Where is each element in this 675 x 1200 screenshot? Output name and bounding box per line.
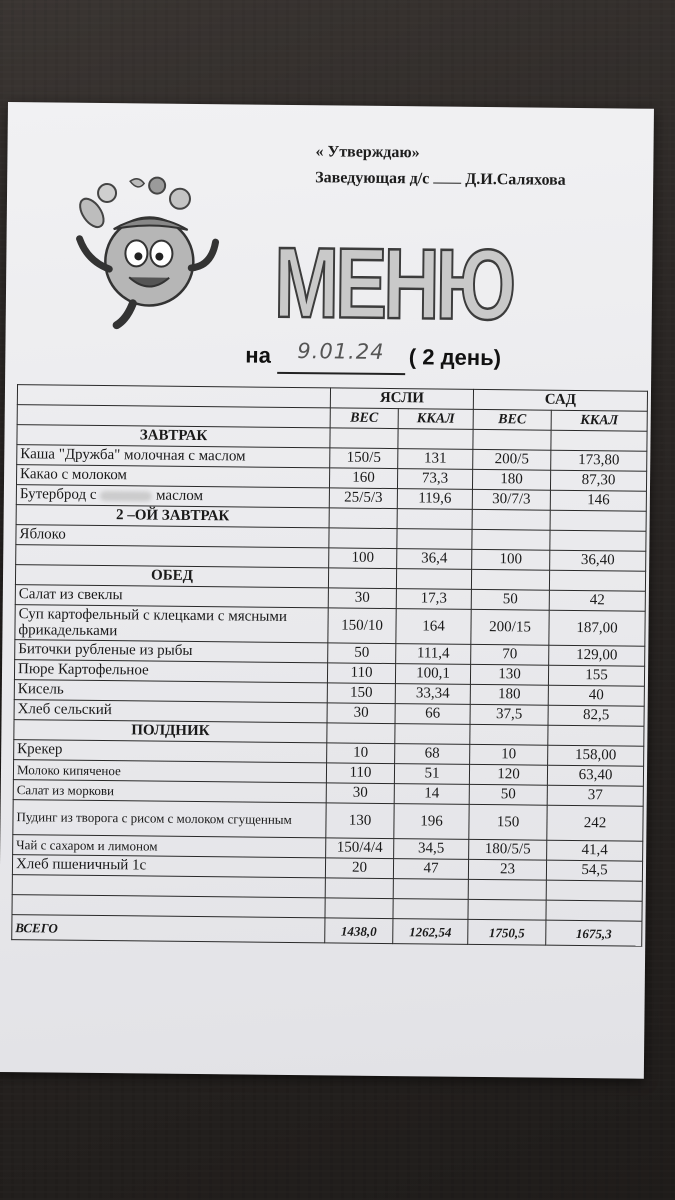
approval-signer: Заведующая д/с Д.И.Саляхова [315,169,566,189]
garden-kcal: 37 [547,785,643,806]
garden-weight: 130 [470,664,548,685]
garden-weight: 200/5 [473,449,551,470]
nursery-kcal: 131 [398,449,473,470]
nursery-kcal: 33,34 [395,684,470,705]
col-garden-kcal: ККАЛ [551,410,647,431]
nursery-kcal: 111,4 [396,644,471,665]
garden-weight [468,879,546,900]
empty-cell [329,508,397,529]
empty-cell [471,569,549,590]
dish-name: Салат из свеклы [15,585,328,608]
garden-kcal: 173,80 [551,450,647,471]
group-garden: САД [473,389,647,411]
nursery-weight: 25/5/3 [329,488,397,509]
redacted-text [100,491,152,502]
total-garden-kcal: 1675,3 [546,920,642,946]
garden-weight: 50 [469,784,547,805]
dish-name: Хлеб сельский [14,700,327,723]
handwritten-date: 9.01.24 [297,339,385,364]
section-title: 2 –ОЙ ЗАВТРАК [16,505,329,528]
empty-cell [328,568,396,589]
menu-sheet [0,102,654,1079]
nursery-weight: 150 [327,683,395,704]
garden-kcal: 187,00 [549,610,645,646]
nursery-kcal: 17,3 [396,589,471,610]
garden-kcal [546,880,642,901]
nursery-weight: 160 [329,468,397,489]
dish-name: Молоко кипяченое [13,760,326,783]
nursery-kcal: 73,3 [397,469,472,490]
nursery-weight: 10 [327,743,395,764]
garden-weight [472,529,550,550]
total-nursery-weight: 1438,0 [325,918,393,944]
garden-kcal: 158,00 [548,745,644,766]
empty-cell [551,430,647,451]
dish-name: Какао с молоком [16,465,329,488]
dish-name: Суп картофельный с клецками с мясными фрикадельками [15,605,328,643]
section-title: ЗАВТРАК [17,425,330,448]
empty-cell [395,724,470,745]
empty-cell [470,724,548,745]
nursery-kcal: 119,6 [397,489,472,510]
garden-kcal: 129,00 [549,645,645,666]
menu-title: МЕНЮ [273,226,513,342]
nursery-weight: 50 [328,643,396,664]
garden-kcal: 42 [549,590,645,611]
garden-kcal: 155 [548,665,644,686]
nursery-kcal: 36,4 [397,549,472,570]
garden-weight: 120 [469,764,547,785]
empty-cell [398,429,473,450]
col-garden-weight: ВЕС [473,409,551,430]
dish-name: Пудинг из творога с рисом с молоком сгущенным [13,800,326,838]
nursery-weight [329,528,397,549]
empty-cell [330,428,398,449]
nursery-kcal [393,899,468,920]
col-nursery-kcal: ККАЛ [398,409,473,430]
dish-name-end: маслом [156,487,204,505]
nursery-weight: 30 [326,783,394,804]
nursery-weight [325,898,393,919]
garden-weight: 23 [468,859,546,880]
garden-weight: 37,5 [470,704,548,725]
dish-name: Чай с сахаром и лимоном [13,835,326,858]
garden-weight [468,899,546,920]
garden-kcal [546,900,642,921]
nursery-weight: 100 [329,548,397,569]
nursery-kcal: 47 [393,859,468,880]
nursery-kcal: 66 [395,704,470,725]
garden-weight: 200/15 [471,609,549,645]
nursery-weight [325,878,393,899]
date-line: на 9.01.24 ( 2 день) [245,343,501,374]
garden-kcal: 87,30 [550,470,646,491]
date-blank [277,339,405,375]
dish-name: Каша "Дружба" молочная с маслом [17,445,330,468]
garden-weight: 100 [472,549,550,570]
nursery-kcal: 68 [395,744,470,765]
nursery-weight: 150/5 [330,448,398,469]
mascot-illustration [61,173,223,335]
empty-cell [550,510,646,531]
dish-name: Яблоко [16,525,329,548]
dish-name: Крекер [14,740,327,763]
garden-kcal: 54,5 [546,860,642,881]
garden-weight: 30/7/3 [472,489,550,510]
empty-cell [473,429,551,450]
nursery-weight: 30 [327,703,395,724]
nursery-weight: 110 [327,663,395,684]
nursery-kcal: 100,1 [395,664,470,685]
menu-table [11,384,648,947]
nursery-kcal: 164 [396,609,471,645]
nursery-weight: 110 [326,763,394,784]
signature-line [433,182,461,183]
dish-name: Кисель [14,680,327,703]
total-garden-weight: 1750,5 [468,919,546,945]
nursery-kcal: 14 [394,784,469,805]
dish-name: Хлеб пшеничный 1с [12,855,325,878]
garden-kcal: 36,40 [550,550,646,571]
nursery-kcal: 34,5 [394,839,469,860]
dish-name: Салат из моркови [13,780,326,803]
nursery-kcal [397,529,472,550]
nursery-kcal: 196 [394,804,469,840]
nursery-weight: 30 [328,588,396,609]
dish-name: Биточки рубленые из рыбы [15,640,328,663]
nursery-weight: 130 [326,803,394,839]
empty-cell [549,570,645,591]
garden-kcal [550,530,646,551]
garden-kcal: 82,5 [548,705,644,726]
nursery-kcal: 51 [394,764,469,785]
col-nursery-weight: ВЕС [330,408,398,429]
dish-name: Пюре Картофельное [14,660,327,683]
garden-kcal: 146 [550,490,646,511]
empty-cell [327,723,395,744]
garden-kcal: 63,40 [547,765,643,786]
empty-cell [472,509,550,530]
total-row [12,915,642,947]
garden-weight: 10 [470,744,548,765]
empty-cell [548,725,644,746]
garden-kcal: 242 [547,805,643,841]
empty-cell [396,569,471,590]
total-nursery-kcal: 1262,54 [393,919,468,945]
garden-weight: 70 [471,644,549,665]
empty-cell [397,509,472,530]
garden-weight: 180 [472,469,550,490]
nursery-weight: 20 [325,858,393,879]
garden-weight: 180/5/5 [469,839,547,860]
dish-name-start: Бутерброд с [19,486,97,503]
garden-weight: 50 [471,589,549,610]
group-nursery: ЯСЛИ [330,388,473,409]
garden-weight: 150 [469,804,547,840]
garden-kcal: 40 [548,685,644,706]
approval-block [315,139,566,194]
garden-weight: 180 [470,684,548,705]
section-title: ОБЕД [15,565,328,588]
total-label: ВСЕГО [12,915,325,943]
approval-title: « Утверждаю» [315,143,420,162]
nursery-weight: 150/4/4 [326,838,394,859]
section-title: ПОЛДНИК [14,720,327,743]
garden-kcal: 41,4 [547,840,643,861]
nursery-kcal [393,879,468,900]
nursery-weight: 150/10 [328,608,396,644]
